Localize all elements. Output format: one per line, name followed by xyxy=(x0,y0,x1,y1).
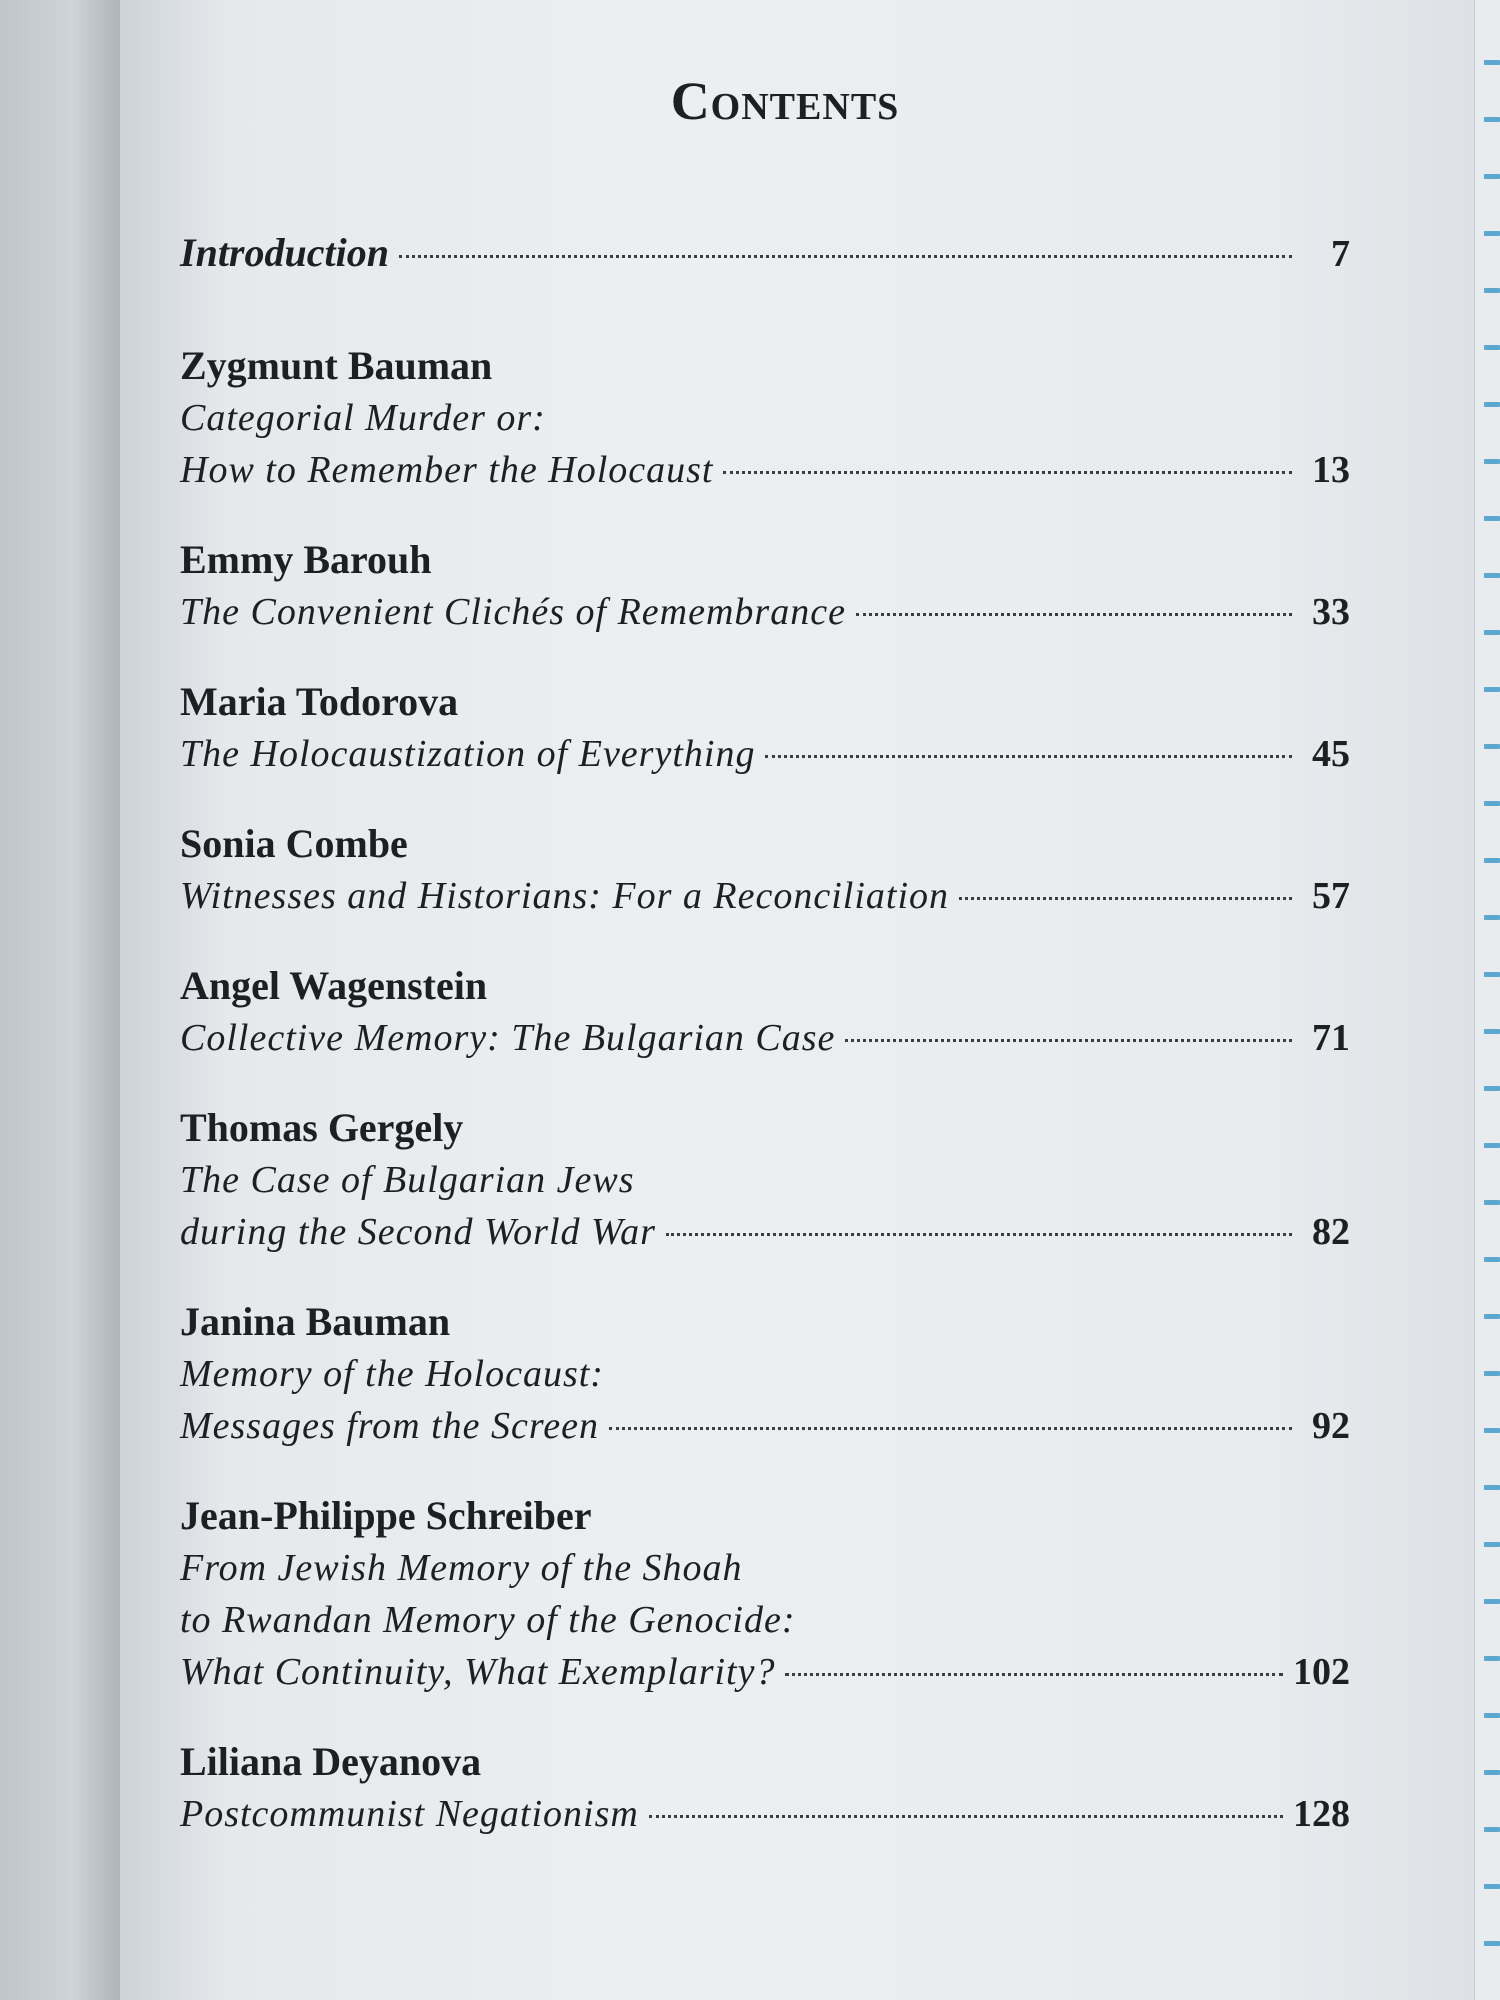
page-number: 13 xyxy=(1312,449,1350,491)
page-edge-mark xyxy=(1484,402,1500,407)
page-edge-mark xyxy=(1484,573,1500,578)
page-edge-mark xyxy=(1484,1827,1500,1832)
entry-author: Thomas Gergely xyxy=(180,1105,464,1150)
entry-title-line: The Convenient Clichés of Remembrance xyxy=(180,591,846,633)
page-edge xyxy=(1474,0,1500,2000)
page-edge-mark xyxy=(1484,915,1500,920)
page-number: 7 xyxy=(1331,233,1350,275)
dot-leader xyxy=(785,1673,1283,1676)
page-number: 33 xyxy=(1312,591,1350,633)
page-number: 57 xyxy=(1312,875,1350,917)
contents-entry xyxy=(180,818,1350,922)
contents-entry xyxy=(180,1490,1350,1698)
entry-author: Janina Bauman xyxy=(180,1299,451,1344)
dot-leader xyxy=(399,255,1292,258)
page-edge-mark xyxy=(1484,174,1500,179)
entry-title-row xyxy=(180,586,1350,638)
page-number: 71 xyxy=(1312,1017,1350,1059)
contents-entry xyxy=(180,960,1350,1064)
entry-title-line: Witnesses and Historians: For a Reconciliation xyxy=(180,875,950,917)
contents-entry xyxy=(180,1296,1350,1452)
entry-title-line: Collective Memory: The Bulgarian Case xyxy=(180,1017,836,1059)
page-edge-mark xyxy=(1484,1542,1500,1547)
contents-entry xyxy=(180,1736,1350,1840)
page-edge-mark xyxy=(1484,1428,1500,1433)
page-edge-mark xyxy=(1484,1941,1500,1946)
entry-title-row xyxy=(180,444,1350,496)
entry-title-line: Messages from the Screen xyxy=(180,1405,600,1447)
entry-title-row xyxy=(180,1206,1350,1258)
page-number: 128 xyxy=(1293,1793,1350,1835)
contents-entry xyxy=(180,676,1350,780)
page-edge-mark xyxy=(1484,1314,1500,1319)
dot-leader xyxy=(609,1427,1292,1430)
page-number: 102 xyxy=(1293,1651,1350,1693)
entry-author: Liliana Deyanova xyxy=(180,1739,482,1784)
entry-title-row xyxy=(180,1646,1350,1698)
entry-title-row xyxy=(180,1400,1350,1452)
dot-leader xyxy=(666,1233,1292,1236)
page-edge-mark xyxy=(1484,1029,1500,1034)
page-title: Contents xyxy=(670,71,900,131)
page-edge-mark xyxy=(1484,744,1500,749)
page-edge-mark xyxy=(1484,1884,1500,1889)
page-edge-mark xyxy=(1484,858,1500,863)
dot-leader xyxy=(959,897,1292,900)
left-page-gutter xyxy=(0,0,120,2000)
entry-title-row xyxy=(180,728,1350,780)
page-edge-mark xyxy=(1484,1770,1500,1775)
page-edge-mark xyxy=(1484,687,1500,692)
page-number: 92 xyxy=(1312,1405,1350,1447)
entry-title-line: Categorial Murder or: xyxy=(180,397,546,439)
page-edge-mark xyxy=(1484,1257,1500,1262)
contents-entry xyxy=(180,534,1350,638)
dot-leader xyxy=(856,613,1292,616)
page-edge-mark xyxy=(1484,1086,1500,1091)
entry-title-line: How to Remember the Holocaust xyxy=(180,449,714,491)
page-edge-mark xyxy=(1484,1143,1500,1148)
entry-title-line: Memory of the Holocaust: xyxy=(180,1353,604,1395)
entry-title-line: Postcommunist Negationism xyxy=(180,1793,639,1835)
entry-title-line: From Jewish Memory of the Shoah xyxy=(180,1547,743,1589)
entry-title-line: Introduction xyxy=(180,230,389,275)
contents-list xyxy=(180,227,1350,1840)
page-edge-mark xyxy=(1484,288,1500,293)
dot-leader xyxy=(649,1815,1283,1818)
page-edge-mark xyxy=(1484,1371,1500,1376)
page-edge-mark xyxy=(1484,1200,1500,1205)
page-edge-mark xyxy=(1484,1485,1500,1490)
page-edge-mark xyxy=(1484,459,1500,464)
dot-leader xyxy=(765,755,1292,758)
contents-entry xyxy=(180,1102,1350,1258)
entry-title-line: What Continuity, What Exemplarity? xyxy=(180,1651,776,1693)
page-number: 82 xyxy=(1312,1211,1350,1253)
entry-author: Sonia Combe xyxy=(180,821,408,866)
entry-author: Zygmunt Bauman xyxy=(180,343,493,388)
entry-title-line: to Rwandan Memory of the Genocide: xyxy=(180,1599,796,1641)
page-edge-mark xyxy=(1484,345,1500,350)
entry-title-line: The Case of Bulgarian Jews xyxy=(180,1159,635,1201)
entry-author: Jean-Philippe Schreiber xyxy=(180,1493,592,1538)
contents-entry xyxy=(180,340,1350,496)
entry-author: Emmy Barouh xyxy=(180,537,432,582)
page-edge-mark xyxy=(1484,1656,1500,1661)
page-edge-mark xyxy=(1484,60,1500,65)
contents-entry-introduction xyxy=(180,227,1350,280)
page-edge-mark xyxy=(1484,801,1500,806)
page-edge-mark xyxy=(1484,972,1500,977)
page-number: 45 xyxy=(1312,733,1350,775)
entry-author: Angel Wagenstein xyxy=(180,963,488,1008)
entry-title-line: The Holocaustization of Everything xyxy=(180,733,756,775)
entry-title-row xyxy=(180,1012,1350,1064)
page-edge-mark xyxy=(1484,117,1500,122)
page-edge-mark xyxy=(1484,1713,1500,1718)
table-of-contents xyxy=(180,70,1350,1878)
entry-title-line: during the Second World War xyxy=(180,1211,656,1253)
entry-title-row xyxy=(180,870,1350,922)
dot-leader xyxy=(723,471,1292,474)
page-edge-mark xyxy=(1484,1599,1500,1604)
entry-title-row xyxy=(180,1788,1350,1840)
page-edge-mark xyxy=(1484,231,1500,236)
dot-leader xyxy=(845,1039,1292,1042)
page-edge-mark xyxy=(1484,630,1500,635)
page-edge-mark xyxy=(1484,516,1500,521)
entry-author: Maria Todorova xyxy=(180,679,459,724)
entry-title-row xyxy=(180,227,1350,280)
